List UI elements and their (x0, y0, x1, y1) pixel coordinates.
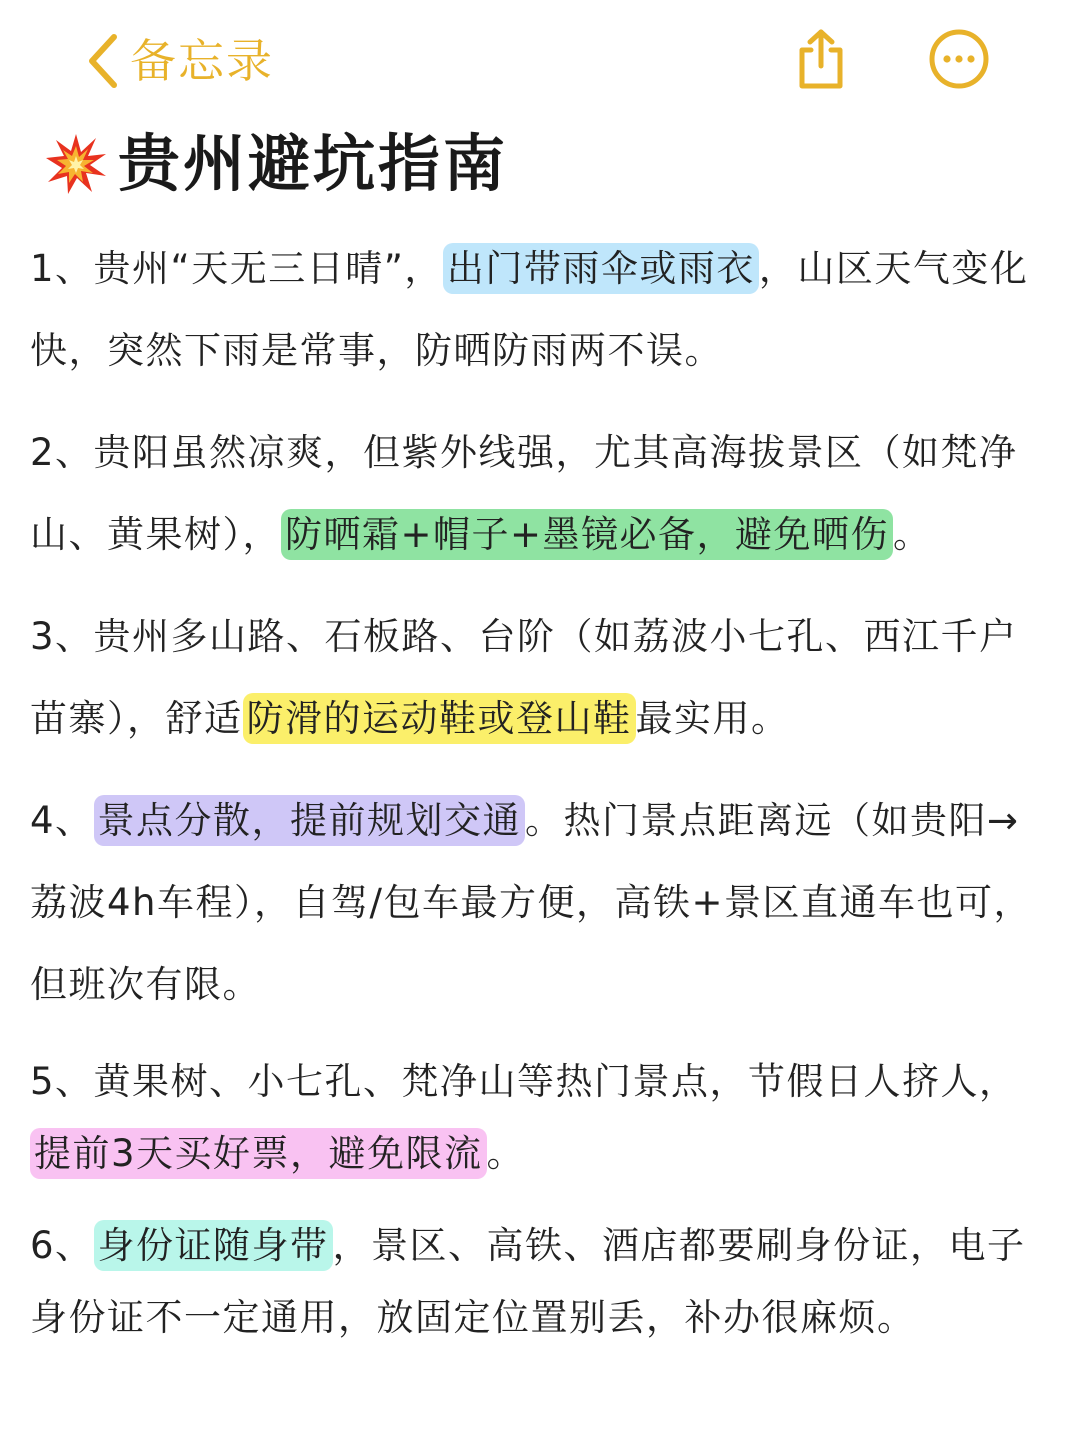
back-label: 备忘录 (130, 34, 274, 88)
tip-6 (30, 1210, 1040, 1354)
tip-1-text-start: 1、贵州“天无三日晴”， (30, 247, 443, 290)
note-body (30, 228, 1040, 1374)
nav-bar (0, 0, 1080, 120)
chevron-left-icon (86, 33, 120, 89)
tip-3 (30, 596, 1040, 760)
tip-4-text-end: 。热门景点距离远（如贵阳→荔波4h车程），自驾/包车最方便，高铁+景区直通车也可，但班次有限。 (30, 799, 1032, 1006)
share-button[interactable] (788, 28, 854, 94)
tip-1 (30, 228, 1040, 392)
tip-6-highlight: 身份证随身带 (94, 1220, 333, 1271)
note-title: 贵州避坑指南 (118, 127, 509, 200)
tip-5-text-end: 。 (486, 1132, 526, 1175)
tip-3-text-end: 最实用。 (635, 697, 790, 740)
more-icon (928, 28, 990, 94)
tip-2 (30, 412, 1040, 576)
tip-2-text-end: 。 (893, 513, 932, 556)
tip-4-highlight: 景点分散，提前规划交通 (94, 795, 526, 846)
tip-4-text-start: 4、 (30, 799, 94, 842)
back-button[interactable] (86, 30, 274, 92)
tip-3-highlight: 防滑的运动鞋或登山鞋 (243, 693, 636, 744)
tip-6-text-end: ，景区、高铁、酒店都要刷身份证，电子身份证不一定通用，放固定位置别丢，补办很麻烦。 (30, 1224, 1026, 1339)
tip-3-text-start: 3、贵州多山路、石板路、台阶（如荔波小七孔、西江千户苗寨），舒适 (30, 615, 1018, 740)
tip-5-text-start: 5、黄果树、小七孔、梵净山等热门景点，节假日人挤人， (30, 1060, 1018, 1103)
tip-1-highlight: 出门带雨伞或雨衣 (443, 243, 759, 294)
share-icon (794, 28, 848, 94)
tip-5-highlight: 提前3天买好票，避免限流 (30, 1128, 487, 1179)
collision-emoji-icon (44, 132, 108, 196)
more-button[interactable] (926, 28, 992, 94)
tip-5 (30, 1046, 1040, 1190)
tip-2-text-start: 2、贵阳虽然凉爽，但紫外线强，尤其高海拔景区（如梵净山、黄果树）， (30, 431, 1018, 556)
tip-1-text-end: ，山区天气变化快，突然下雨是常事，防晒防雨两不误。 (30, 247, 1029, 372)
tip-6-text-start: 6、 (30, 1224, 94, 1267)
tip-2-highlight: 防晒霜+帽子+墨镜必备，避免晒伤 (281, 509, 893, 560)
tip-4 (30, 780, 1040, 1026)
note-title-row (44, 124, 508, 204)
